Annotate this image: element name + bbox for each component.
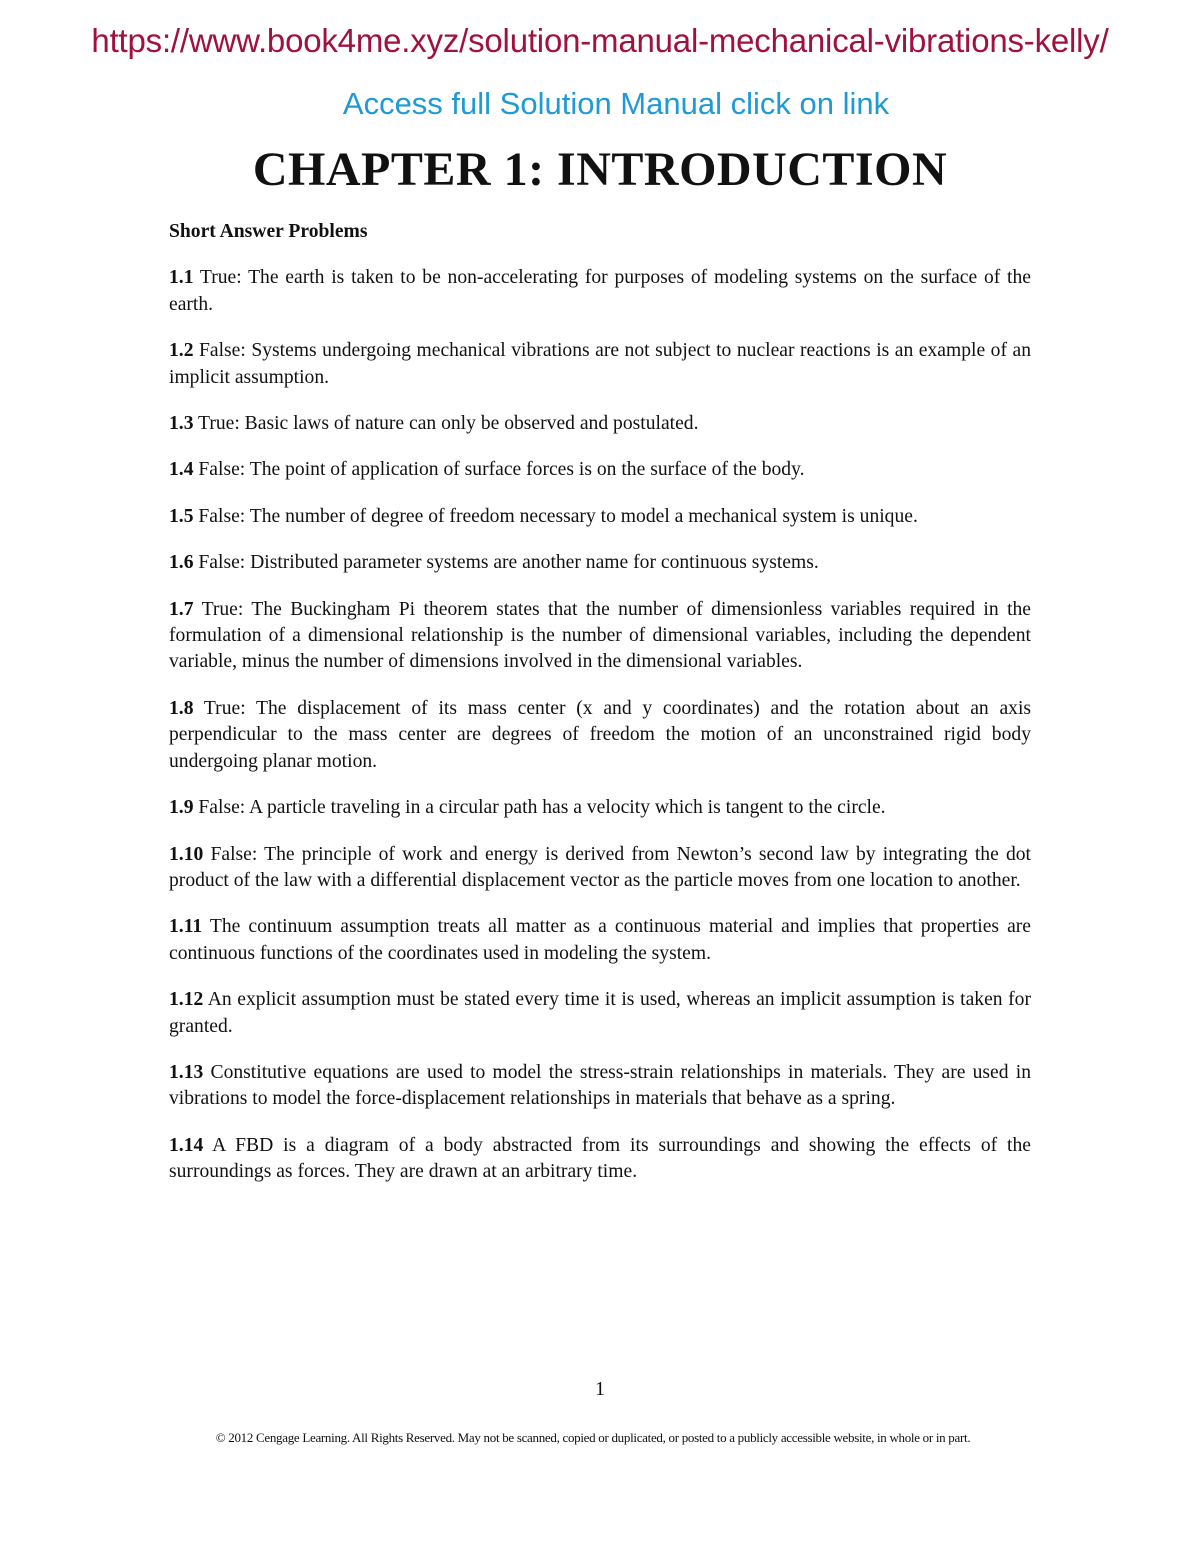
problem-item (169, 696, 1031, 775)
problem-number: 1.1 (169, 267, 194, 289)
chapter-title: CHAPTER 1: INTRODUCTION (252, 143, 948, 196)
problem-number: 1.7 (169, 598, 194, 620)
problem-text: False: Systems undergoing mechanical vibrations are not subject to nuclear reactions is an example of an implicit assumption. (169, 340, 1031, 388)
problem-number: 1.10 (169, 843, 204, 865)
problem-number: 1.13 (169, 1061, 204, 1083)
problem-text: False: The point of application of surface forces is on the surface of the body. (198, 459, 805, 481)
problem-number: 1.14 (169, 1134, 204, 1156)
problem-number: 1.6 (169, 552, 194, 574)
problem-text: True: Basic laws of nature can only be observed and postulated. (198, 413, 699, 435)
problem-number: 1.9 (169, 797, 194, 819)
problem-item (169, 457, 1031, 483)
problem-number: 1.11 (169, 916, 203, 938)
access-note: Access full Solution Manual click on link (342, 86, 890, 121)
problem-text: True: The displacement of its mass center (x and y coordinates) and the rotation about an axis perpendicular to the mass center are degrees of freedom the motion of an unconstrained rigid body undergoing planar motion. (169, 697, 1032, 772)
problem-item (169, 1133, 1031, 1186)
problem-text: Constitutive equations are used to model the stress-strain relationships in materials. They are used in vibrations to model the force-displacement relationships in materials that behave as a spring. (169, 1061, 1031, 1110)
problem-text: True: The earth is taken to be non-accelerating for purposes of modeling systems on the surface of the earth. (169, 267, 1031, 315)
problem-text: False: The number of degree of freedom necessary to model a mechanical system is unique. (198, 505, 918, 527)
problem-number: 1.4 (169, 459, 194, 481)
section-heading: Short Answer Problems (169, 221, 368, 242)
problem-text: An explicit assumption must be stated every time it is used, whereas an implicit assumption is taken for granted. (169, 989, 1031, 1037)
problem-text: False: Distributed parameter systems are another name for continuous systems. (198, 552, 819, 574)
problem-item (169, 795, 1031, 821)
problem-number: 1.5 (169, 505, 194, 527)
problem-item (169, 1060, 1031, 1113)
problem-item (169, 987, 1031, 1040)
problem-item (169, 597, 1031, 676)
problem-text: False: A particle traveling in a circular path has a velocity which is tangent to the circle. (198, 797, 886, 819)
page-number: 1 (595, 1378, 605, 1400)
problem-number: 1.2 (169, 340, 194, 362)
problem-text: True: The Buckingham Pi theorem states that the number of dimensionless variables required in the formulation of a dimensional relationship is the number of dimensional variables, including the dependent variable, minus the number of dimensions involved in the dimensional variables. (169, 598, 1032, 673)
problem-text: The continuum assumption treats all matter as a continuous material and implies that properties are continuous functions of the coordinates used in modeling the system. (169, 916, 1032, 964)
solution-manual-link[interactable]: https://www.book4me.xyz/solution-manual-mechanical-vibrations-kelly/ (91, 22, 1109, 59)
problem-item (169, 550, 1031, 576)
problem-item (169, 914, 1031, 967)
problem-item (169, 842, 1031, 895)
document-body (169, 219, 1031, 1206)
problem-item (169, 265, 1031, 318)
problem-item (169, 411, 1031, 437)
problem-number: 1.12 (169, 989, 204, 1011)
problem-number: 1.8 (169, 697, 194, 719)
problem-item (169, 338, 1031, 391)
problem-item (169, 504, 1031, 530)
problem-number: 1.3 (169, 413, 194, 435)
problem-text: False: The principle of work and energy is derived from Newton’s second law by integrating the dot product of the law with a differential displacement vector as the particle moves from one location to another. (169, 843, 1031, 891)
problem-text: A FBD is a diagram of a body abstracted from its surroundings and showing the effects of the surroundings as forces. They are drawn at an arbitrary time. (169, 1134, 1031, 1183)
copyright-notice: © 2012 Cengage Learning. All Rights Reserved. May not be scanned, copied or duplicated, or posted to a publicly accessible website, in whole or in part. (215, 1430, 971, 1445)
